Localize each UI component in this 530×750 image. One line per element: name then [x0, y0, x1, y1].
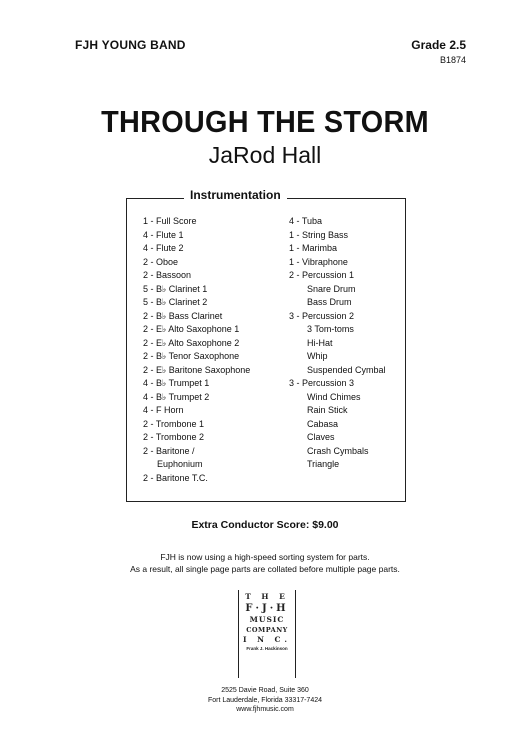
sorting-note-line-1: FJH is now using a high-speed sorting system for parts.: [160, 552, 370, 562]
instrument-entry: 2 - Baritone /: [143, 445, 195, 456]
address-street: 2525 Davie Road, Suite 360: [221, 687, 309, 694]
instrument-entry: 1 - Full Score: [143, 216, 197, 226]
instrument-entry: 5 - B♭ Clarinet 1: [143, 283, 208, 294]
percussion-part: Triangle: [307, 459, 340, 469]
logo-founder: Frank J. Hackinson: [246, 646, 288, 651]
instrumentation-heading: Instrumentation: [184, 188, 287, 202]
percussion-part: Hi-Hat: [307, 337, 333, 348]
instrument-entry: 2 - Baritone T.C.: [143, 472, 208, 483]
instrument-entry: 2 - Percussion 1: [289, 270, 355, 280]
percussion-part: Claves: [307, 432, 335, 442]
instrument-entry: 5 - B♭ Clarinet 2: [143, 297, 208, 307]
percussion-part: Crash Cymbals: [307, 445, 369, 456]
sorting-note: [0, 551, 530, 575]
percussion-part: Cabasa: [307, 418, 339, 429]
publisher-address: [0, 686, 530, 715]
percussion-part: Wind Chimes: [307, 391, 361, 402]
instrument-entry: 2 - B♭ Bass Clarinet: [143, 310, 223, 321]
percussion-part: Suspended Cymbal: [307, 364, 386, 375]
percussion-part: Rain Stick: [307, 405, 348, 415]
instrument-entry: 2 - Oboe: [143, 256, 179, 267]
logo-the: T H E: [245, 592, 289, 601]
instrumentation-column-2: [289, 215, 404, 472]
address-website: www.fjhmusic.com: [236, 706, 294, 713]
composer-name: JaRod Hall: [208, 142, 322, 168]
instrument-entry: 2 - E♭ Baritone Saxophone: [143, 364, 251, 375]
instrument-entry: 4 - F Horn: [143, 405, 184, 415]
instrument-entry: 3 - Percussion 2: [289, 310, 355, 321]
instrument-entry: 4 - B♭ Trumpet 2: [143, 391, 210, 402]
instrument-entry: 4 - Flute 2: [143, 243, 184, 253]
percussion-part: Snare Drum: [307, 283, 356, 294]
instrument-entry: 1 - Marimba: [289, 243, 338, 253]
instrument-entry: 2 - Bassoon: [143, 270, 192, 280]
percussion-part: Bass Drum: [307, 297, 352, 307]
catalog-code: B1874: [439, 55, 466, 65]
sorting-note-line-2: As a result, all single page parts are collated before multiple page parts.: [130, 564, 400, 574]
instrument-entry-continuation: Euphonium: [157, 459, 203, 469]
instrument-entry: 2 - E♭ Alto Saxophone 2: [143, 337, 240, 348]
instrument-entry: 3 - Percussion 3: [289, 378, 355, 388]
series-name: FJH YOUNG BAND: [75, 38, 186, 52]
instrument-entry: 1 - Vibraphone: [289, 256, 348, 267]
logo-music: MUSIC: [249, 615, 285, 624]
address-city: Fort Lauderdale, Florida 33317-7424: [207, 696, 323, 704]
instrument-entry: 4 - Tuba: [289, 216, 323, 226]
conductor-score-price: Extra Conductor Score: $9.00: [191, 519, 339, 531]
percussion-part: 3 Tom-toms: [307, 324, 354, 334]
piece-title: THROUGH THE STORM: [101, 104, 429, 139]
grade-level: Grade 2.5: [411, 38, 466, 52]
instrument-entry: 2 - Trombone 1: [143, 418, 205, 429]
instrument-entry: 4 - B♭ Trumpet 1: [143, 378, 210, 388]
percussion-part: Whip: [307, 351, 328, 361]
instrument-entry: 2 - Trombone 2: [143, 432, 205, 442]
instrument-entry: 2 - E♭ Alto Saxophone 1: [143, 324, 240, 334]
logo-company: COMPANY: [246, 626, 288, 634]
instrumentation-column-1: [143, 215, 278, 485]
instrument-entry: 4 - Flute 1: [143, 229, 184, 240]
instrument-entry: 2 - B♭ Tenor Saxophone: [143, 351, 240, 361]
logo-inc: I N C.: [242, 635, 292, 644]
instrument-entry: 1 - String Bass: [289, 229, 349, 240]
fjh-logo: [238, 590, 296, 678]
logo-fjh: F·J·H: [245, 603, 289, 614]
